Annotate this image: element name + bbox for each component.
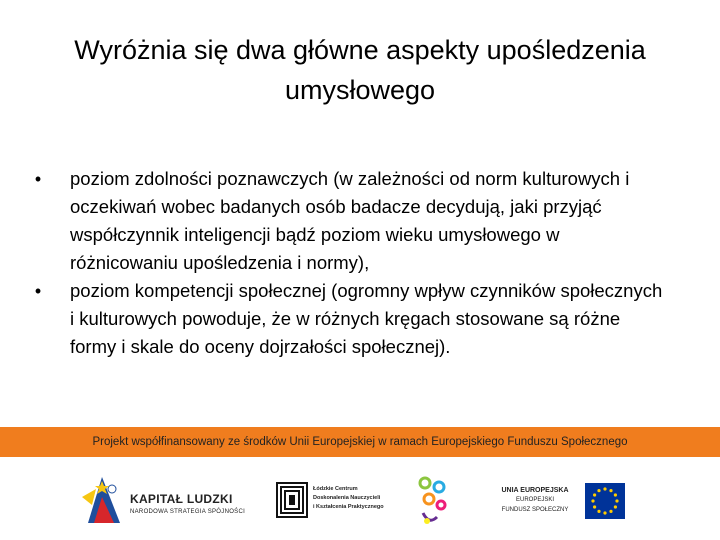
kapital-ludzki-subtitle: NARODOWA STRATEGIA SPÓJNOŚCI (130, 509, 246, 515)
centrum-line-2: Doskonalenia Nauczycieli (313, 495, 381, 501)
kapital-ludzki-logo-text (130, 492, 245, 515)
bullet-text: poziom kompetencji społecznej (ogromny wpływ czynników społecznych i kulturowych powoduje, że w różnych kręgach stosowane są różne formy i skale do oceny dojrzałości społecznej). (70, 280, 663, 357)
eu-title: UNIA EUROPEJSKA (501, 487, 569, 494)
eu-subtitle-2: FUNDUSZ SPOŁECZNY (501, 507, 569, 513)
bullet-item (28, 165, 668, 277)
eu-funding-band (0, 427, 720, 457)
bullet-text: poziom zdolności poznawczych (w zależności od norm kulturowych i oczekiwań wobec badanych osób badacze decydują, jaki przyjąć współczynnik inteligencji bądź poziom wieku umysłowego w różnicowaniu upośledzenia i normy), (70, 168, 630, 273)
centrum-logo-text (313, 485, 384, 512)
bullet-dot: • (34, 169, 42, 189)
eu-logo-text (485, 487, 585, 514)
eu-flag-icon (585, 483, 625, 519)
swirl-logo-icon (415, 473, 449, 529)
eu-funding-text: Projekt współfinansowany ze środków Unii Europejskiej w ramach Europejskiego Funduszu Społecznego (92, 436, 628, 448)
bullet-list (28, 165, 668, 361)
centrum-logo-icon (276, 482, 308, 518)
footer-logos (0, 465, 720, 540)
kapital-ludzki-logo-icon (80, 475, 125, 525)
bullet-dot: • (34, 281, 42, 301)
slide-title: Wyróżnia się dwa główne aspekty upośledzenia umysłowego (74, 35, 646, 105)
centrum-line-1: Łódzkie Centrum (313, 486, 358, 492)
kapital-ludzki-title: KAPITAŁ LUDZKI (130, 492, 233, 506)
centrum-line-3: i Kształcenia Praktycznego (313, 504, 384, 510)
bullet-item (28, 277, 668, 361)
eu-subtitle-1: EUROPEJSKI (515, 497, 554, 503)
